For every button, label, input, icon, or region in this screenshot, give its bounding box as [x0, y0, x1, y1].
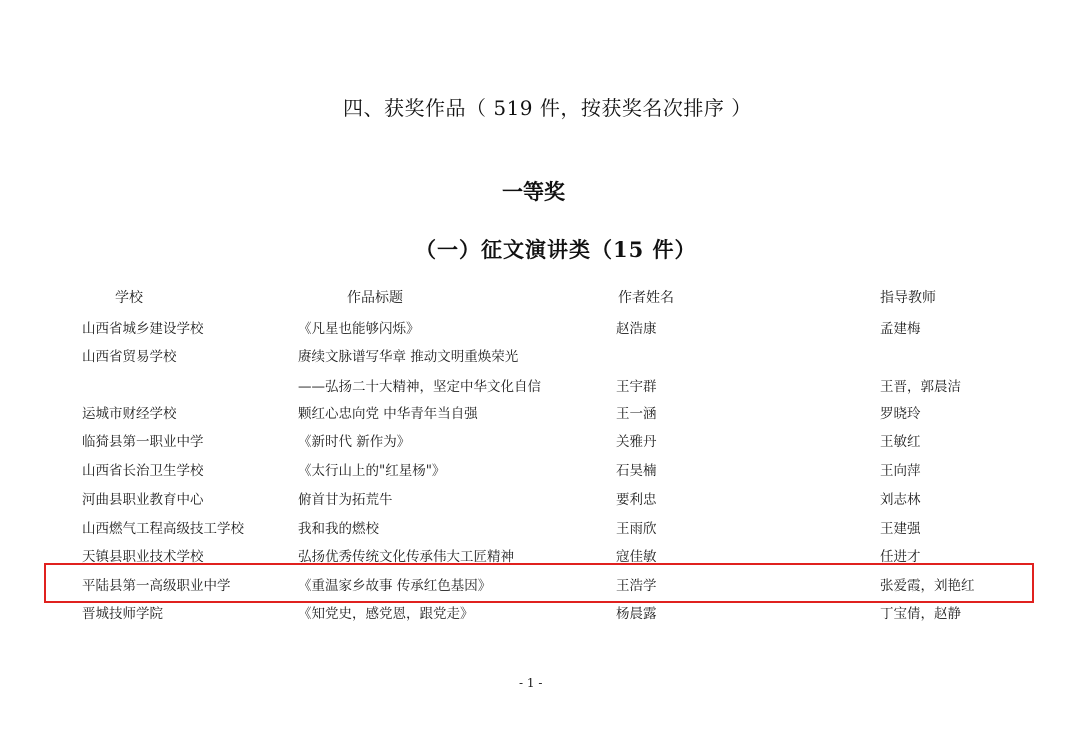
school-cell: 运城市财经学校 [82, 406, 177, 422]
column-header-teacher: 指导教师 [880, 290, 936, 306]
table-row [0, 317, 1080, 343]
table-row [0, 488, 1080, 514]
author-cell: 王雨欣 [616, 521, 657, 537]
teacher-cell: 王晋，郭晨洁 [880, 379, 961, 395]
table-row [0, 402, 1080, 428]
title-cell: 我和我的燃校 [298, 521, 379, 537]
title-cell: 《重温家乡故事 传承红色基因》 [298, 578, 492, 594]
title-cell: 《知党史，感党恩，跟党走》 [298, 606, 474, 622]
author-cell: 王浩学 [616, 578, 657, 594]
school-cell: 山西省长治卫生学校 [82, 463, 204, 479]
table-row [0, 345, 1080, 371]
author-cell: 要利忠 [616, 492, 657, 508]
title-cell: 弘扬优秀传统文化传承伟大工匠精神 [298, 549, 514, 565]
school-cell: 山西省城乡建设学校 [82, 321, 204, 337]
teacher-cell: 丁宝倩，赵静 [880, 606, 961, 622]
table-row [0, 602, 1080, 628]
teacher-cell: 王建强 [880, 521, 921, 537]
author-cell: 杨晨露 [616, 606, 657, 622]
category-heading: （一）征文演讲类（15 件） [415, 237, 697, 262]
teacher-cell: 孟建梅 [880, 321, 921, 337]
table-row [0, 430, 1080, 456]
author-cell: 关雅丹 [616, 434, 657, 450]
teacher-cell: 刘志林 [880, 492, 921, 508]
highlight-annotation-box [44, 563, 1034, 603]
title-cell: 《新时代 新作为》 [298, 434, 411, 450]
author-cell: 石昊楠 [616, 463, 657, 479]
school-cell: 天镇县职业技术学校 [82, 549, 204, 565]
document-title: 四、获奖作品（ 519 件，按获奖名次排序 ） [343, 96, 752, 120]
title-cell: 赓续文脉谱写华章 推动文明重焕荣光 [298, 349, 519, 365]
title-cell: 俯首甘为拓荒牛 [298, 492, 393, 508]
table-row [0, 375, 1080, 401]
school-cell: 河曲县职业教育中心 [82, 492, 204, 508]
school-cell: 平陆县第一高级职业中学 [82, 578, 231, 594]
column-header-author: 作者姓名 [618, 290, 674, 306]
author-cell: 王宇群 [616, 379, 657, 395]
column-header-title: 作品标题 [347, 290, 403, 306]
award-level-heading: 一等奖 [502, 179, 565, 204]
teacher-cell: 张爱霞，刘艳红 [880, 578, 975, 594]
teacher-cell: 罗晓玲 [880, 406, 921, 422]
school-cell: 晋城技师学院 [82, 606, 163, 622]
author-cell: 赵浩康 [616, 321, 657, 337]
title-cell: 《凡星也能够闪烁》 [298, 321, 420, 337]
teacher-cell: 王向萍 [880, 463, 921, 479]
school-cell: 临猗县第一职业中学 [82, 434, 204, 450]
author-cell: 王一涵 [616, 406, 657, 422]
teacher-cell: 王敏红 [880, 434, 921, 450]
school-cell: 山西省贸易学校 [82, 349, 177, 365]
title-cell: 颗红心忠向党 中华青年当自强 [298, 406, 478, 422]
title-cell: 《太行山上的"红星杨"》 [298, 463, 446, 479]
page-number: - 1 - [519, 676, 543, 690]
table-row [0, 517, 1080, 543]
teacher-cell: 任进才 [880, 549, 921, 565]
school-cell: 山西燃气工程高级技工学校 [82, 521, 244, 537]
table-row [0, 459, 1080, 485]
column-header-school: 学校 [115, 290, 143, 306]
title-cell: ——弘扬二十大精神，坚定中华文化自信 [298, 379, 541, 395]
author-cell: 寇佳敏 [616, 549, 657, 565]
